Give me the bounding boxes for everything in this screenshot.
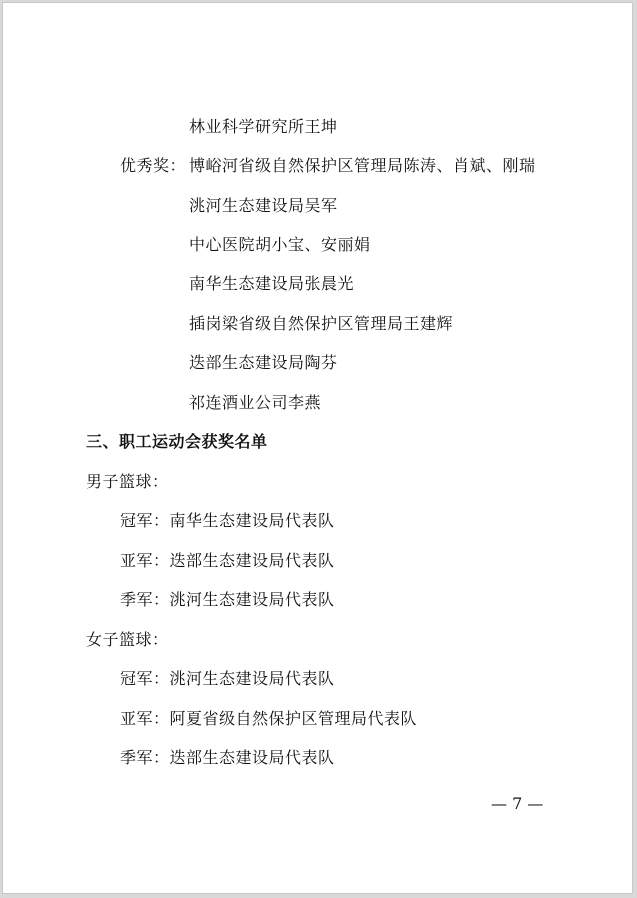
page-number: — 7 — bbox=[491, 794, 544, 813]
award-entry: 洮河生态建设局吴军 bbox=[189, 196, 338, 215]
award-entry: 中心医院胡小宝、安丽娟 bbox=[189, 235, 371, 254]
award-result: 冠军：南华生态建设局代表队 bbox=[120, 511, 335, 530]
award-entry: 祁连酒业公司李燕 bbox=[189, 393, 322, 412]
category-title: 女子篮球： bbox=[86, 630, 169, 649]
award-entry: 迭部生态建设局陶芬 bbox=[189, 353, 338, 372]
section-heading: 三、职工运动会获奖名单 bbox=[86, 432, 268, 451]
award-result: 冠军：洮河生态建设局代表队 bbox=[120, 669, 335, 688]
award-result: 季军：洮河生态建设局代表队 bbox=[120, 590, 335, 609]
award-entry: 博峪河省级自然保护区管理局陈涛、肖斌、刚瑞 bbox=[189, 156, 536, 175]
award-entry: 插岗梁省级自然保护区管理局王建辉 bbox=[189, 314, 454, 333]
award-entry: 南华生态建设局张晨光 bbox=[189, 274, 355, 293]
category-title: 男子篮球： bbox=[86, 472, 169, 491]
document-page bbox=[2, 2, 633, 894]
excellence-award-label: 优秀奖： bbox=[120, 156, 187, 175]
award-result: 季军：迭部生态建设局代表队 bbox=[120, 748, 335, 767]
award-result: 亚军：迭部生态建设局代表队 bbox=[120, 551, 335, 570]
award-result: 亚军：阿夏省级自然保护区管理局代表队 bbox=[120, 709, 418, 728]
award-entry: 林业科学研究所王坤 bbox=[189, 117, 338, 136]
